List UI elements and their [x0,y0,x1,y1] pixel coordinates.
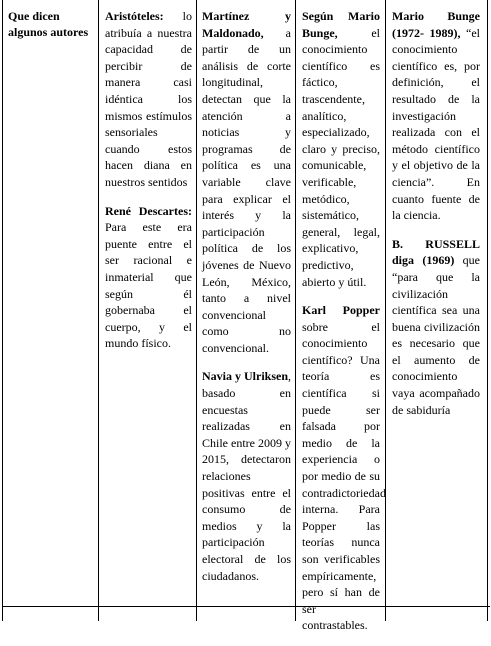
cell-bunge-popper [302,8,386,646]
cell-bunge-russell [392,8,480,430]
paragraph-aristoteles [105,8,192,191]
author-text: que “para que la civilización científica sea una buena civilización es necesario que el aumento de conocimiento vaya acompañado de sabiduría [392,253,481,417]
paragraph-descartes [105,203,192,352]
author-text: “el conocimiento científico es, por definición, el resultado de la investigación realizada con el método científico y el objetivo de la ciencia”. En cuanto fuente de la ciencia. [392,25,480,223]
paragraph-bunge-definition [392,8,480,224]
column-divider-4 [385,0,386,621]
author-name: B. RUSSELL diga (1969) [392,236,480,268]
author-name: Según Mario Bunge, [302,9,380,40]
author-text: sobre el conocimiento científico? Una teoría es científica si puede ser falsada por medio de la experiencia o por medio de su contradictoriedad interna. Para Popper las teorías nunca son verificables empíricamente, pero sí han de ser contrastables. [302,319,386,633]
row-header-cell [8,8,94,40]
row-divider [2,606,490,607]
paragraph-navia [202,368,291,584]
cell-martinez-navia [202,8,291,596]
column-divider-1 [98,0,99,621]
author-text: lo atribuía a nuestra capacidad de percibir de manera casi idéntica los mismos estímulos sensoriales cuando estos hacen diana en nuestros sentidos [105,9,192,189]
author-text: , basado en encuestas realizadas en Chile entre 2009 y 2015, detectaron relaciones positivas entre el consumo de medios y la participación electoral de los ciudadanos. [202,369,292,583]
cell-aristoteles-descartes [105,8,192,364]
author-text: Para este era puente entre el ser racional e inmaterial que según él gobernaba el cuerpo, y el mundo físico. [105,220,192,351]
table-border-right [487,0,488,621]
paragraph-russell [392,236,480,419]
author-text: el conocimiento científico es fáctico, trascendente, analítico, especializado, claro y preciso, comunicable, verificable, metódico, sistemático, general, legal, explicativo, predictivo, abierto y útil. [302,25,380,289]
row-header-label: Que dicen algunos autores [8,9,89,39]
author-name: René Descartes: [105,203,192,218]
paragraph-martinez [202,8,291,356]
author-name: Navia y Ulriksen [202,369,289,384]
column-divider-2 [196,0,197,621]
author-name: Mario Bunge (1972- 1989), [392,9,480,40]
author-name: Aristóteles: [105,9,164,23]
author-name: Martínez y Maldonado, [202,9,291,40]
paragraph-popper [302,302,386,634]
table-border-left [2,0,3,621]
author-name: Karl Popper [302,303,380,318]
column-divider-3 [295,0,296,621]
author-text: a partir de un análisis de corte longitudinal, detectan que la atención a noticias y programas de política es una variable clave para explicar el interés y la participación política de los jóvenes de Nuevo León, México, tanto a nivel convencional como no convencional. [202,25,291,355]
paragraph-bunge [302,8,380,290]
